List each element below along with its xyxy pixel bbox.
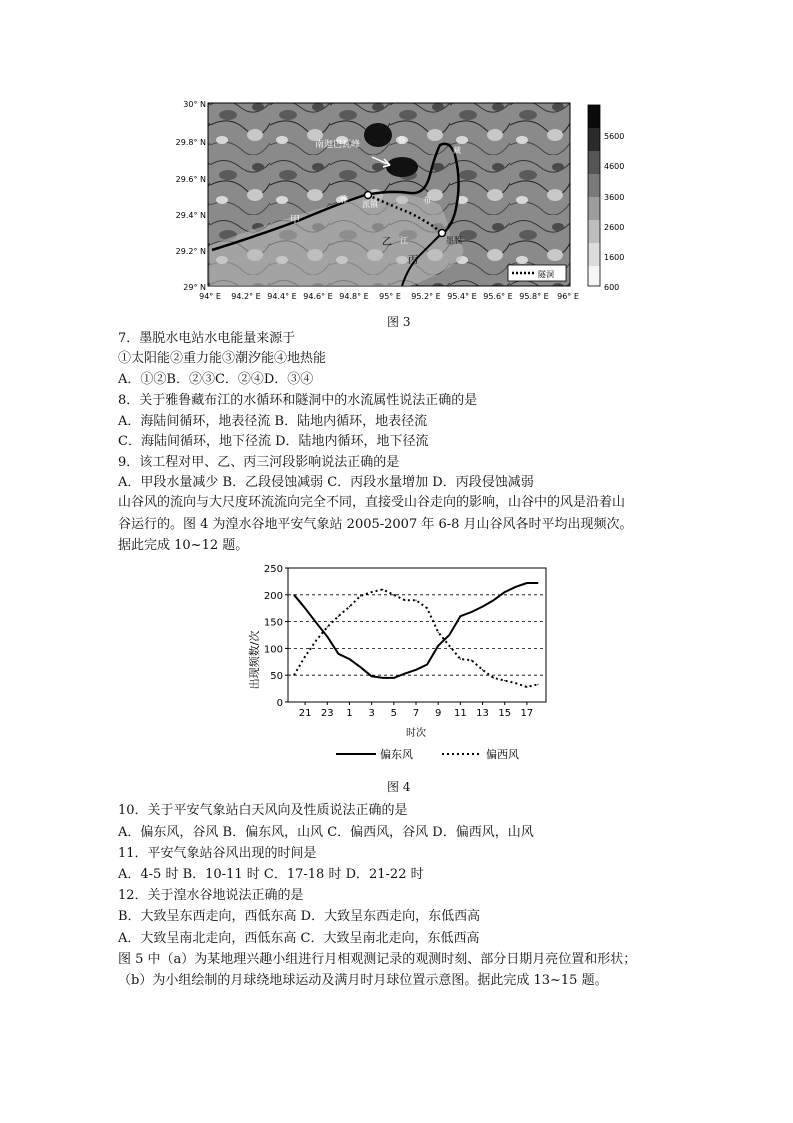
west-wind-point [304,656,305,657]
west-wind-point [482,669,483,670]
intro-line-2: 谷运行的。图 4 为湟水谷地平安气象站 2005-2007 年 6-8 月山谷风各时平均出现频次。 [118,517,633,532]
q9-stem: 9．该工程对甲、乙、丙三河段影响说法正确的是 [118,455,400,470]
svg-text:29° N: 29° N [183,283,206,292]
q10-stem: 10．关于平安气象站白天风向及性质说法正确的是 [118,803,408,818]
east-wind-point [293,594,294,595]
east-wind-point [515,586,516,587]
q8-stem: 8．关于雅鲁藏布江的水循环和隧洞中的水流属性说法正确的是 [118,393,478,408]
svg-text:94.8° E: 94.8° E [339,292,369,301]
q11-stem: 11．平安气象站谷风出现的时间是 [118,846,317,861]
east-wind-point [537,582,538,583]
west-wind-point [438,632,439,633]
east-wind-point [526,582,527,583]
lon-axis [199,292,579,301]
svg-text:96° E: 96° E [557,292,579,301]
y-tick-label: 150 [263,617,283,629]
legend-west-label: 偏西风 [486,748,519,761]
svg-text:29.8° N: 29.8° N [175,138,206,147]
x-tick-label: 1 [346,708,353,719]
tunnel-legend [508,265,566,281]
west-wind-point [526,686,527,687]
intro-line-1: 山谷风的流向与大尺度环流流向完全不同，直接受山谷走向的影响，山谷中的风是沿着山 [118,495,626,510]
east-wind-point [426,664,427,665]
svg-text:2600: 2600 [604,223,625,232]
segment-jia-label: 甲 [290,215,300,226]
elevation-colorbar [588,105,624,292]
west-wind-point [449,645,450,646]
x-tick-label: 13 [476,708,489,719]
east-wind-point [316,622,317,623]
svg-text:95.6° E: 95.6° E [483,292,513,301]
series-west-wind-line [294,589,538,687]
svg-text:95.4° E: 95.4° E [447,292,477,301]
svg-text:95.2° E: 95.2° E [411,292,441,301]
y-tick-label: 100 [263,644,283,656]
svg-text:5600: 5600 [604,132,625,141]
lat-axis [176,100,206,292]
west-wind-point [504,680,505,681]
x-tick-label: 5 [390,708,398,719]
x-tick-label: 3 [368,708,375,719]
paizhen-label: 派镇 [362,200,378,209]
x-tick-label: 11 [453,708,467,719]
q12-options-bd: B．大致呈东西走向，西低东高 D．大致呈东西走向，东低西高 [118,909,481,924]
svg-text:94.4° E: 94.4° E [267,292,297,301]
svg-text:95.8° E: 95.8° E [519,292,549,301]
east-wind-point [449,634,450,635]
x-tick-label: 9 [434,708,442,719]
east-wind-point [504,592,505,593]
svg-text:95° E: 95° E [379,292,401,301]
y-tick-label: 250 [263,564,283,575]
west-wind-point [371,592,372,593]
svg-text:隧洞: 隧洞 [538,270,554,279]
q7-options: A．①②B．②③C．②④D．③④ [118,372,314,387]
east-wind-point [371,676,372,677]
west-wind-point [393,594,394,595]
east-wind-point [360,667,361,668]
east-wind-point [415,669,416,670]
west-wind-point [316,640,317,641]
svg-text:1600: 1600 [604,253,625,262]
svg-text:94.2° E: 94.2° E [231,292,261,301]
west-wind-point [426,608,427,609]
west-wind-point [537,684,538,685]
q8-options-ab: A．海陆间循环，地表径流 B．陆地内循环，地表径流 [118,414,428,429]
river-char-zang: 藏 [453,146,461,155]
x-tick-label: 17 [520,708,534,719]
segment-bing-label: 丙 [408,255,418,266]
east-wind-point [338,653,339,654]
figure3-caption: 图 3 [387,315,411,329]
west-wind-point [327,626,328,627]
y-tick-label: 50 [270,671,283,683]
east-wind-point [327,636,328,637]
q7-items: ①太阳能②重力能③潮汐能④地热能 [118,351,327,366]
y-tick-label: 0 [276,698,283,709]
west-wind-point [415,600,416,601]
east-wind-point [493,600,494,601]
west-wind-point [460,659,461,660]
west-wind-point [338,616,339,617]
q12-stem: 12．关于湟水谷地说法正确的是 [118,888,304,903]
motuo-label: 墨脱 [446,236,462,245]
chart-xlabel: 时次 [406,728,426,739]
east-wind-point [438,645,439,646]
east-wind-point [393,677,394,678]
q9-options: A．甲段水量减少 B．乙段侵蚀减弱 C．丙段水量增加 D．丙段侵蚀减弱 [118,475,534,490]
river-char-jiang: 江 [400,236,408,245]
svg-text:600: 600 [604,283,620,292]
q11-options: A．4-5 时 B．10-11 时 C．17-18 时 D．21-22 时 [118,867,424,882]
east-wind-point [471,611,472,612]
series-east-wind-line [294,583,538,678]
svg-text:30° N: 30° N [183,100,206,109]
peak-label: 南迦巴瓦峰 [315,140,361,150]
y-tick-label: 200 [263,590,283,602]
river-char-ya: 雅 [340,195,348,204]
east-wind-point [482,606,483,607]
fig5-intro-1: 图 5 中（a）为某地理兴趣小组进行月相观测记录的观测时刻、部分日期月亮位置和形状； [118,952,637,967]
west-wind-point [360,595,361,596]
intro-line-3: 据此完成 10~12 题。 [118,538,249,553]
q8-options-cd: C．海陆间循环，地下径流 D．陆地内循环，地下径流 [118,434,429,449]
svg-text:4600: 4600 [604,162,625,171]
figure3-map [150,95,625,305]
east-wind-point [460,616,461,617]
east-wind-point [304,608,305,609]
east-wind-point [349,659,350,660]
fig5-intro-2: （b）为小组绘制的月球绕地球运动及满月时月球位置示意图。据此完成 13~15 题。 [118,973,608,988]
river-char-lu: 鲁 [398,136,406,145]
chart-legend [336,747,519,761]
west-wind-point [471,660,472,661]
west-wind-point [382,589,383,590]
segment-yi-label: 乙 [382,237,392,248]
q10-options: A．偏东风，谷风 B．偏东风，山风 C．偏西风，谷风 D．偏西风，山风 [118,825,534,840]
east-wind-point [404,673,405,674]
svg-text:94° E: 94° E [199,292,221,301]
legend-east-label: 偏东风 [380,748,413,761]
river-char-bu: 布 [423,196,431,205]
q7-stem: 7．墨脱水电站水电能量来源于 [118,331,296,346]
paizhen-marker [365,192,372,199]
west-wind-point [493,677,494,678]
east-wind-point [382,677,383,678]
west-wind-point [349,606,350,607]
west-wind-point [515,683,516,684]
figure4-caption: 图 4 [387,780,411,794]
svg-text:94.6° E: 94.6° E [303,292,333,301]
x-tick-label: 21 [298,708,312,719]
q12-options-ac: A．大致呈南北走向，西低东高 C．大致呈南北走向，东低西高 [118,931,480,946]
west-wind-point [293,675,294,676]
chart-ylabel: 出现频数/次 [248,630,261,690]
x-tick-label: 7 [412,708,420,719]
motuo-marker [439,230,446,237]
svg-text:29.4° N: 29.4° N [175,211,206,220]
svg-text:29.2° N: 29.2° N [175,247,206,256]
x-tick-label: 23 [320,708,334,719]
west-wind-point [404,600,405,601]
figure4-chart [240,560,560,770]
peak-dark-area [364,123,392,147]
svg-text:29.6° N: 29.6° N [175,175,206,184]
svg-text:3600: 3600 [604,193,625,202]
x-tick-label: 15 [498,708,512,719]
